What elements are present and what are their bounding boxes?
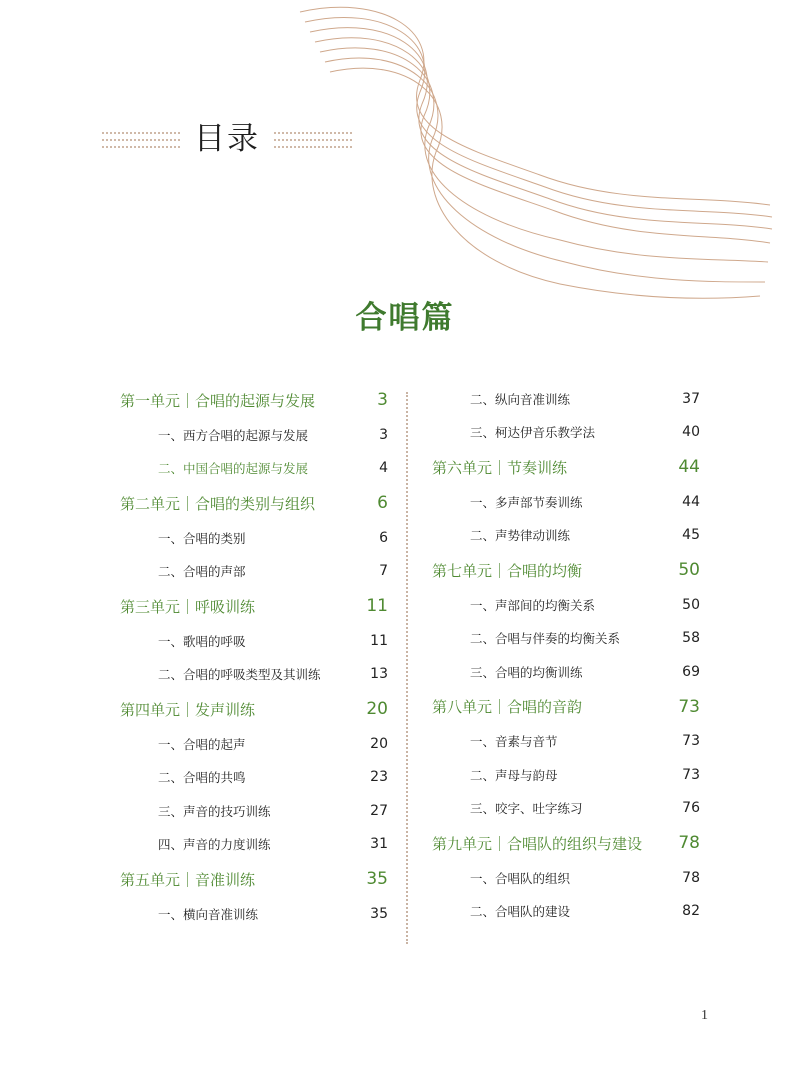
toc-unit-entry[interactable] [432,689,700,725]
toc-unit-entry[interactable] [432,552,700,588]
column-divider [406,392,408,944]
toc-subsection-entry[interactable] [432,861,700,895]
toc-left-column [120,382,388,931]
toc-entry-page: 82 [682,903,700,920]
toc-entry-label: 第一单元｜合唱的起源与发展 [120,391,316,410]
toc-entry-page: 20 [366,699,388,719]
toc-entry-label: 第四单元｜发声训练 [120,700,256,719]
toc-entry-label: 一、合唱队的组织 [470,870,571,886]
toc-entry-label: 二、合唱与伴奏的均衡关系 [470,631,621,647]
toc-entry-label: 第八单元｜合唱的音韵 [432,698,583,716]
toc-entry-label: 二、声母与韵母 [470,767,558,783]
toc-entry-label: 三、咬字、吐字练习 [470,801,583,817]
toc-subsection-entry[interactable] [432,792,700,826]
toc-entry-page: 35 [366,869,388,889]
toc-entry-label: 二、合唱的呼吸类型及其训练 [158,667,321,683]
page-number: 1 [701,1008,708,1023]
toc-entry-label: 二、纵向音准训练 [470,391,571,407]
toc-heading: 目录 [194,121,260,157]
toc-subsection-entry[interactable] [120,555,388,589]
toc-entry-label: 一、歌唱的呼吸 [158,633,246,649]
toc-entry-label: 第三单元｜呼吸训练 [120,597,256,616]
toc-subsection-entry[interactable] [120,897,388,931]
toc-unit-entry[interactable] [120,691,388,727]
toc-entry-page: 20 [370,735,388,752]
toc-entry-label: 一、合唱的类别 [158,530,246,546]
toc-entry-label: 一、合唱的起声 [158,736,246,752]
toc-subsection-entry[interactable] [432,895,700,929]
toc-entry-page: 13 [370,666,388,683]
toc-entry-label: 第五单元｜音准训练 [120,870,256,889]
toc-subsection-entry[interactable] [432,382,700,416]
toc-entry-label: 二、合唱队的建设 [470,904,571,920]
toc-subsection-entry[interactable] [432,655,700,689]
toc-subsection-entry[interactable] [120,418,388,452]
toc-entry-label: 一、音素与音节 [470,734,558,750]
toc-header [102,121,352,157]
section-title: 合唱篇 [355,300,455,336]
toc-subsection-entry[interactable] [120,658,388,692]
toc-entry-label: 三、柯达伊音乐教学法 [470,425,596,441]
toc-subsection-entry[interactable] [432,588,700,622]
toc-entry-page: 44 [682,493,700,510]
toc-entry-label: 第六单元｜节奏训练 [432,458,568,477]
toc-entry-label: 二、合唱的声部 [158,564,246,580]
toc-entry-label: 一、声部间的均衡关系 [470,597,596,613]
toc-subsection-entry[interactable] [432,519,700,553]
toc-unit-entry[interactable] [120,485,388,521]
toc-entry-label: 四、声音的力度训练 [158,837,271,853]
toc-entry-page: 6 [377,493,388,513]
dotted-ornament-left [102,132,180,148]
toc-unit-entry[interactable] [120,382,388,418]
toc-entry-page: 76 [682,800,700,817]
toc-subsection-entry[interactable] [120,828,388,862]
toc-entry-page: 78 [678,833,700,853]
toc-subsection-entry[interactable] [120,452,388,486]
toc-entry-page: 35 [370,905,388,922]
toc-entry-page: 3 [379,426,388,443]
decorative-wave-lines [0,0,800,320]
toc-right-column [432,382,700,928]
toc-entry-label: 一、横向音准训练 [158,906,259,922]
toc-entry-page: 4 [379,460,388,477]
toc-entry-label: 第九单元｜合唱队的组织与建设 [432,834,643,853]
toc-entry-label: 第二单元｜合唱的类别与组织 [120,494,316,513]
toc-entry-page: 11 [370,632,388,649]
toc-subsection-entry[interactable] [432,725,700,759]
toc-subsection-entry[interactable] [432,485,700,519]
toc-entry-label: 三、声音的技巧训练 [158,803,271,819]
toc-unit-entry[interactable] [432,825,700,861]
toc-unit-entry[interactable] [432,449,700,485]
toc-entry-page: 23 [370,769,388,786]
toc-entry-page: 69 [682,663,700,680]
toc-entry-page: 37 [682,390,700,407]
toc-entry-label: 二、中国合唱的起源与发展 [158,461,309,477]
toc-entry-page: 11 [366,596,388,616]
toc-entry-page: 73 [682,766,700,783]
toc-entry-page: 78 [682,869,700,886]
toc-entry-label: 二、合唱的共鸣 [158,770,246,786]
toc-subsection-entry[interactable] [432,758,700,792]
toc-entry-label: 一、西方合唱的起源与发展 [158,427,309,443]
toc-entry-page: 73 [678,696,700,717]
toc-entry-page: 31 [370,836,388,853]
toc-entry-page: 40 [682,424,700,441]
toc-subsection-entry[interactable] [432,622,700,656]
toc-subsection-entry[interactable] [120,521,388,555]
toc-subsection-entry[interactable] [120,761,388,795]
toc-unit-entry[interactable] [120,588,388,624]
toc-entry-page: 45 [682,527,700,544]
toc-entry-page: 58 [682,630,700,647]
toc-subsection-entry[interactable] [432,416,700,450]
toc-entry-page: 50 [682,596,700,613]
toc-entry-label: 二、声势律动训练 [470,528,571,544]
toc-entry-label: 三、合唱的均衡训练 [470,664,583,680]
toc-entry-label: 第七单元｜合唱的均衡 [432,561,583,580]
toc-entry-page: 27 [370,802,388,819]
dotted-ornament-right [274,132,352,148]
toc-entry-page: 73 [682,733,700,750]
toc-entry-page: 50 [678,560,700,580]
toc-subsection-entry[interactable] [120,727,388,761]
toc-entry-page: 7 [379,563,388,580]
toc-unit-entry[interactable] [120,861,388,897]
toc-subsection-entry[interactable] [120,624,388,658]
toc-entry-page: 3 [377,390,388,410]
toc-entry-page: 44 [678,457,700,477]
toc-entry-label: 一、多声部节奏训练 [470,494,583,510]
toc-entry-page: 6 [379,529,388,546]
toc-subsection-entry[interactable] [120,794,388,828]
